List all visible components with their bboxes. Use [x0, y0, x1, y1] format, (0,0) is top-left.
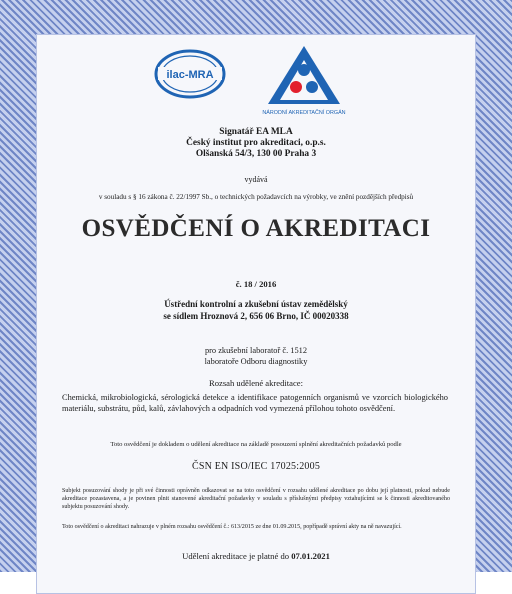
organization-name: Ústřední kontrolní a zkušební ústav zemědělský — [164, 299, 348, 309]
subject-paragraph: Subjekt posuzování shody je při své činnosti oprávněn odkazovat se na toto osvědčení v rozsahu udělené akreditace po dobu její platnosti, pokud nebude akreditace pozastavena, a je povinen plnit stanovené akreditační požadavky v souladu s příslušnými předpisy vztahujícími se k činnosti akreditovaného subjektu posuzování shody. — [62, 488, 450, 510]
cai-logo — [262, 42, 346, 118]
issuer-line-1: Signatář EA MLA — [219, 127, 293, 137]
based-on-text: Toto osvědčení je dokladem o udělení akreditace na základě posouzení splnění akreditačních požadavků podle — [110, 441, 402, 448]
laboratory-block — [36, 345, 476, 367]
issuer-line-2: Český institut pro akreditaci, o.p.s. — [186, 138, 326, 148]
organization-block — [36, 298, 476, 322]
issuer-block — [36, 127, 476, 160]
laboratory-number: pro zkušební laboratoř č. 1512 — [204, 346, 308, 355]
scope-text: Chemická, mikrobiologická, sérologická detekce a identifikace patogenních organismů ve vzorcích biologického materiálu, substrátu, půd, kalů, závlahových a odpadních vod vymezená přílohou tohoto osvědčení. — [62, 393, 448, 413]
laboratory-name: laboratoře Odboru diagnostiky — [204, 357, 308, 366]
issuer-line-3: Olšanská 54/3, 130 00 Praha 3 — [195, 149, 317, 159]
replacement-paragraph: Toto osvědčení o akreditaci nahrazuje v plném rozsahu osvědčení č.: 613/2015 ze dne 01.09.2015, popřípadě správní akty na ně navazující. — [62, 524, 402, 530]
law-reference: v souladu s § 16 zákona č. 22/1997 Sb., o technických požadavcích na výrobky, ve znění pozdějších předpisů — [98, 193, 414, 201]
validity-line — [36, 551, 476, 561]
ilac-mra-text: ilac-MRA — [166, 69, 214, 81]
validity-prefix: Udělení akreditace je platné do — [182, 551, 292, 561]
standard-norm: ČSN EN ISO/IEC 17025:2005 — [191, 461, 321, 472]
validity-date: 07.01.2021 — [291, 551, 330, 561]
certificate-number: č. 18 / 2016 — [235, 279, 277, 289]
issues-text: vydává — [244, 175, 268, 184]
cai-caption: NÁRODNÍ AKREDITAČNÍ ORGÁN — [262, 110, 346, 116]
ilac-mra-logo — [152, 48, 228, 100]
organization-address: se sídlem Hroznová 2, 656 06 Brno, IČ 00020338 — [163, 311, 349, 321]
scope-heading: Rozsah udělené akreditace: — [208, 378, 303, 388]
certificate-title: OSVĚDČENÍ O AKREDITACI — [81, 215, 431, 242]
